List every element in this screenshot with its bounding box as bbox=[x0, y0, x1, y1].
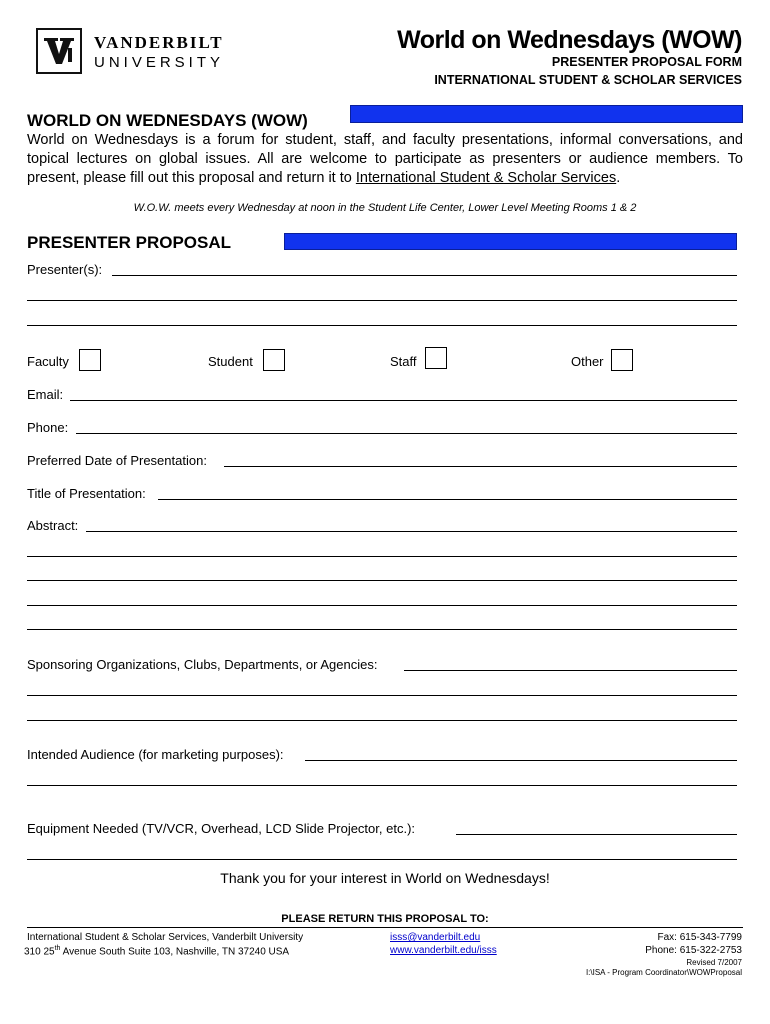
staff-checkbox[interactable] bbox=[425, 347, 447, 369]
vanderbilt-logo-mark bbox=[36, 28, 82, 74]
presenters-field-line2[interactable] bbox=[27, 300, 737, 301]
sponsor-field[interactable] bbox=[404, 670, 737, 671]
abstract-field-line4[interactable] bbox=[27, 605, 737, 606]
audience-field-line2[interactable] bbox=[27, 785, 737, 786]
isss-link-text: International Student & Scholar Services bbox=[355, 170, 617, 186]
other-label: Other bbox=[571, 354, 604, 369]
footer-address-line1: International Student & Scholar Services, Vanderbilt University bbox=[27, 932, 304, 943]
audience-field[interactable] bbox=[305, 760, 737, 761]
footer-address-line2: 310 25th Avenue South Suite 103, Nashville, TN 37240 USA bbox=[24, 945, 290, 958]
footer-website-link[interactable]: www.vanderbilt.edu/isss bbox=[390, 945, 497, 956]
abstract-field-line2[interactable] bbox=[27, 556, 737, 557]
footer-email-link[interactable]: isss@vanderbilt.edu bbox=[390, 932, 481, 943]
sponsor-field-line2[interactable] bbox=[27, 695, 737, 696]
date-field[interactable] bbox=[224, 466, 737, 467]
meeting-note: W.O.W. meets every Wednesday at noon in the Student Life Center, Lower Level Meeting Rooms 1 & 2 bbox=[133, 202, 637, 214]
thank-you-text: Thank you for your interest in World on Wednesdays! bbox=[220, 870, 550, 886]
form-title: World on Wednesdays (WOW) bbox=[397, 26, 742, 54]
equipment-label: Equipment Needed (TV/VCR, Overhead, LCD Slide Projector, etc.): bbox=[27, 821, 416, 836]
presenters-field[interactable] bbox=[112, 275, 737, 276]
sponsor-label: Sponsoring Organizations, Clubs, Departments, or Agencies: bbox=[27, 657, 378, 672]
faculty-label: Faculty bbox=[27, 354, 69, 369]
sponsor-field-line3[interactable] bbox=[27, 720, 737, 721]
student-label: Student bbox=[208, 354, 253, 369]
abstract-label: Abstract: bbox=[27, 518, 79, 533]
other-checkbox[interactable] bbox=[611, 349, 633, 371]
section-bar bbox=[284, 233, 737, 250]
student-checkbox[interactable] bbox=[263, 349, 285, 371]
equipment-field-line2[interactable] bbox=[27, 859, 737, 860]
section-bar bbox=[350, 105, 743, 123]
footer-fax: Fax: 615-343-7799 bbox=[657, 932, 742, 943]
phone-field[interactable] bbox=[76, 433, 737, 434]
logo-wordmark-line2: UNIVERSITY bbox=[94, 54, 225, 71]
logo-wordmark-line1: VANDERBILT bbox=[94, 33, 224, 52]
equipment-field[interactable] bbox=[456, 834, 737, 835]
faculty-checkbox[interactable] bbox=[79, 349, 101, 371]
email-field[interactable] bbox=[70, 400, 737, 401]
section-heading-wow: WORLD ON WEDNESDAYS (WOW) bbox=[27, 111, 308, 130]
return-heading: PLEASE RETURN THIS PROPOSAL TO: bbox=[281, 913, 489, 925]
audience-label: Intended Audience (for marketing purposes): bbox=[27, 747, 284, 762]
staff-label: Staff bbox=[390, 354, 417, 369]
presentation-title-field[interactable] bbox=[158, 499, 737, 500]
intro-paragraph: World on Wednesdays is a forum for student, staff, and faculty presentations, informal conversations, and topical lectures on global issues. All are welcome to participate as presenters or audience members. To present, please fill out this proposal and return it to International Student & Scholar Services. bbox=[27, 132, 743, 186]
form-subtitle: PRESENTER PROPOSAL FORM bbox=[551, 55, 742, 69]
office-name: INTERNATIONAL STUDENT & SCHOLAR SERVICES bbox=[434, 73, 742, 87]
date-label: Preferred Date of Presentation: bbox=[27, 453, 207, 468]
abstract-field[interactable] bbox=[86, 531, 737, 532]
email-label: Email: bbox=[27, 387, 64, 402]
file-path: I:\ISA - Program Coordinator\WOWProposal bbox=[585, 968, 742, 977]
phone-label: Phone: bbox=[27, 420, 69, 435]
presenters-label: Presenter(s): bbox=[27, 262, 103, 277]
title-label: Title of Presentation: bbox=[27, 486, 146, 501]
abstract-field-line3[interactable] bbox=[27, 580, 737, 581]
abstract-field-line5[interactable] bbox=[27, 629, 737, 630]
footer-phone: Phone: 615-322-2753 bbox=[645, 945, 742, 956]
presenters-field-line3[interactable] bbox=[27, 325, 737, 326]
footer-divider bbox=[27, 927, 743, 928]
section-heading-proposal: PRESENTER PROPOSAL bbox=[27, 233, 232, 252]
revised-date: Revised 7/2007 bbox=[686, 958, 742, 967]
